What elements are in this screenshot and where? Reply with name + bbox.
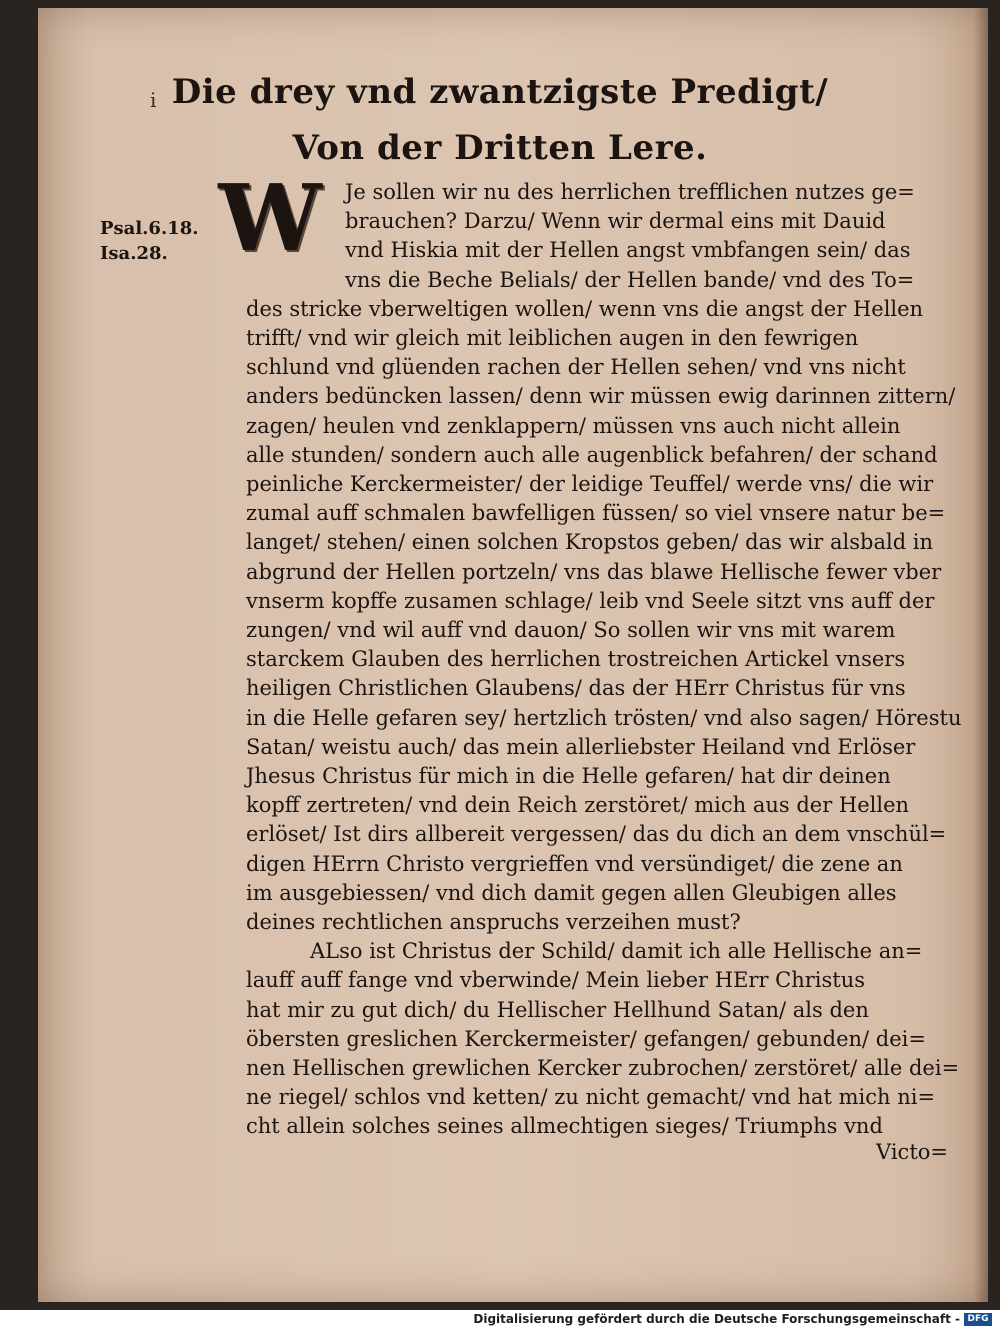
text-line: digen HErrn Christo vergrieffen vnd versündiget/ die zene an <box>246 851 903 876</box>
text-line: ne riegel/ schlos vnd ketten/ zu nicht gemacht/ vnd hat mich ni= <box>246 1085 936 1110</box>
margin-note-isaiah: Isa.28. <box>100 243 168 264</box>
page-edge-shadow <box>974 8 988 1302</box>
text-line: erlöset/ Ist dirs allbereit vergessen/ das du dich an dem vnschül= <box>246 822 947 847</box>
text-line: Jhesus Christus für mich in die Helle gefaren/ hat dir deinen <box>246 764 891 788</box>
text-line: Satan/ weistu auch/ das mein allerliebster Heiland vnd Erlöser <box>246 734 916 759</box>
text-line: hat mir zu gut dich/ du Hellischer Hellhund Satan/ als den <box>246 997 869 1022</box>
footer-bar <box>0 1310 1000 1330</box>
text-line: in die Helle gefaren sey/ hertzlich trösten/ vnd also sagen/ Hörestu <box>246 705 962 730</box>
text-line: des stricke vberweltigen wollen/ wenn vns die angst der Hellen <box>246 296 924 321</box>
text-line: zagen/ heulen vnd zenklappern/ müssen vns auch nicht allein <box>246 413 901 438</box>
text-line: öbersten greslichen Kerckermeister/ gefangen/ gebunden/ dei= <box>246 1026 926 1051</box>
text-line: peinliche Kerckermeister/ der leidige Teuffel/ werde vns/ die wir <box>246 472 934 496</box>
text-line: nen Hellischen grewlichen Kercker zubrochen/ zerstöret/ alle dei= <box>246 1056 960 1080</box>
catchword: Victo= <box>876 1140 948 1164</box>
decorated-initial: W <box>218 164 322 272</box>
text-line: deines rechtlichen anspruchs verzeihen must? <box>246 910 741 934</box>
text-line: brauchen? Darzu/ Wenn wir dermal eins mit Dauid <box>345 209 886 234</box>
text-line: heiligen Christlichen Glaubens/ das der HErr Christus für vns <box>246 676 906 701</box>
page-mark: ⅰ <box>150 88 157 112</box>
text-line: cht allein solches seines allmechtigen sieges/ Triumphs vnd <box>246 1114 883 1139</box>
funding-credit: Digitalisierung gefördert durch die Deutsche Forschungsgemeinschaft - <box>473 1312 960 1326</box>
text-line: zungen/ vnd wil auff vnd dauon/ So sollen wir vns mit warem <box>246 618 896 642</box>
text-line: lauff auff fange vnd vberwinde/ Mein lieber HErr Christus <box>246 968 866 993</box>
text-line: zumal auff schmalen bawfelligen füssen/ so viel vnsere natur be= <box>246 501 946 526</box>
text-line: schlund vnd glüenden rachen der Hellen sehen/ vnd vns nicht <box>246 355 906 380</box>
sermon-title: Die drey vnd zwantzigste Predigt/ <box>171 72 829 112</box>
text-line: im ausgebiessen/ vnd dich damit gegen allen Gleubigen alles <box>246 880 897 905</box>
margin-note-psalm: Psal.6.18. <box>100 218 199 239</box>
text-line: vns die Beche Belials/ der Hellen bande/ vnd des To= <box>345 267 915 292</box>
text-line: ALso ist Christus der Schild/ damit ich alle Hellische an= <box>310 939 923 964</box>
text-line: kopff zertreten/ vnd dein Reich zerstöret/ mich aus der Hellen <box>246 793 910 818</box>
text-line: alle stunden/ sondern auch alle augenblick befahren/ der schand <box>246 442 938 467</box>
text-line: Je sollen wir nu des herrlichen trefflichen nutzes ge= <box>345 180 915 204</box>
text-line: anders bedüncken lassen/ denn wir müssen ewig darinnen zittern/ <box>246 384 956 409</box>
text-line: langet/ stehen/ einen solchen Kropstos geben/ das wir alsbald in <box>246 530 934 555</box>
dfg-logo: DFG <box>964 1313 992 1326</box>
sermon-subtitle: Von der Dritten Lere. <box>292 128 708 168</box>
text-line: starckem Glauben des herrlichen trostreichen Artickel vnsers <box>246 647 906 672</box>
text-line: abgrund der Hellen portzeln/ vns das blawe Hellische fewer vber <box>246 559 942 584</box>
text-line: vnd Hiskia mit der Hellen angst vmbfangen sein/ das <box>345 238 911 263</box>
text-line: trifft/ vnd wir gleich mit leiblichen augen in den fewrigen <box>246 326 859 350</box>
text-line: vnserm kopffe zusamen schlage/ leib vnd Seele sitzt vns auff der <box>246 588 935 613</box>
